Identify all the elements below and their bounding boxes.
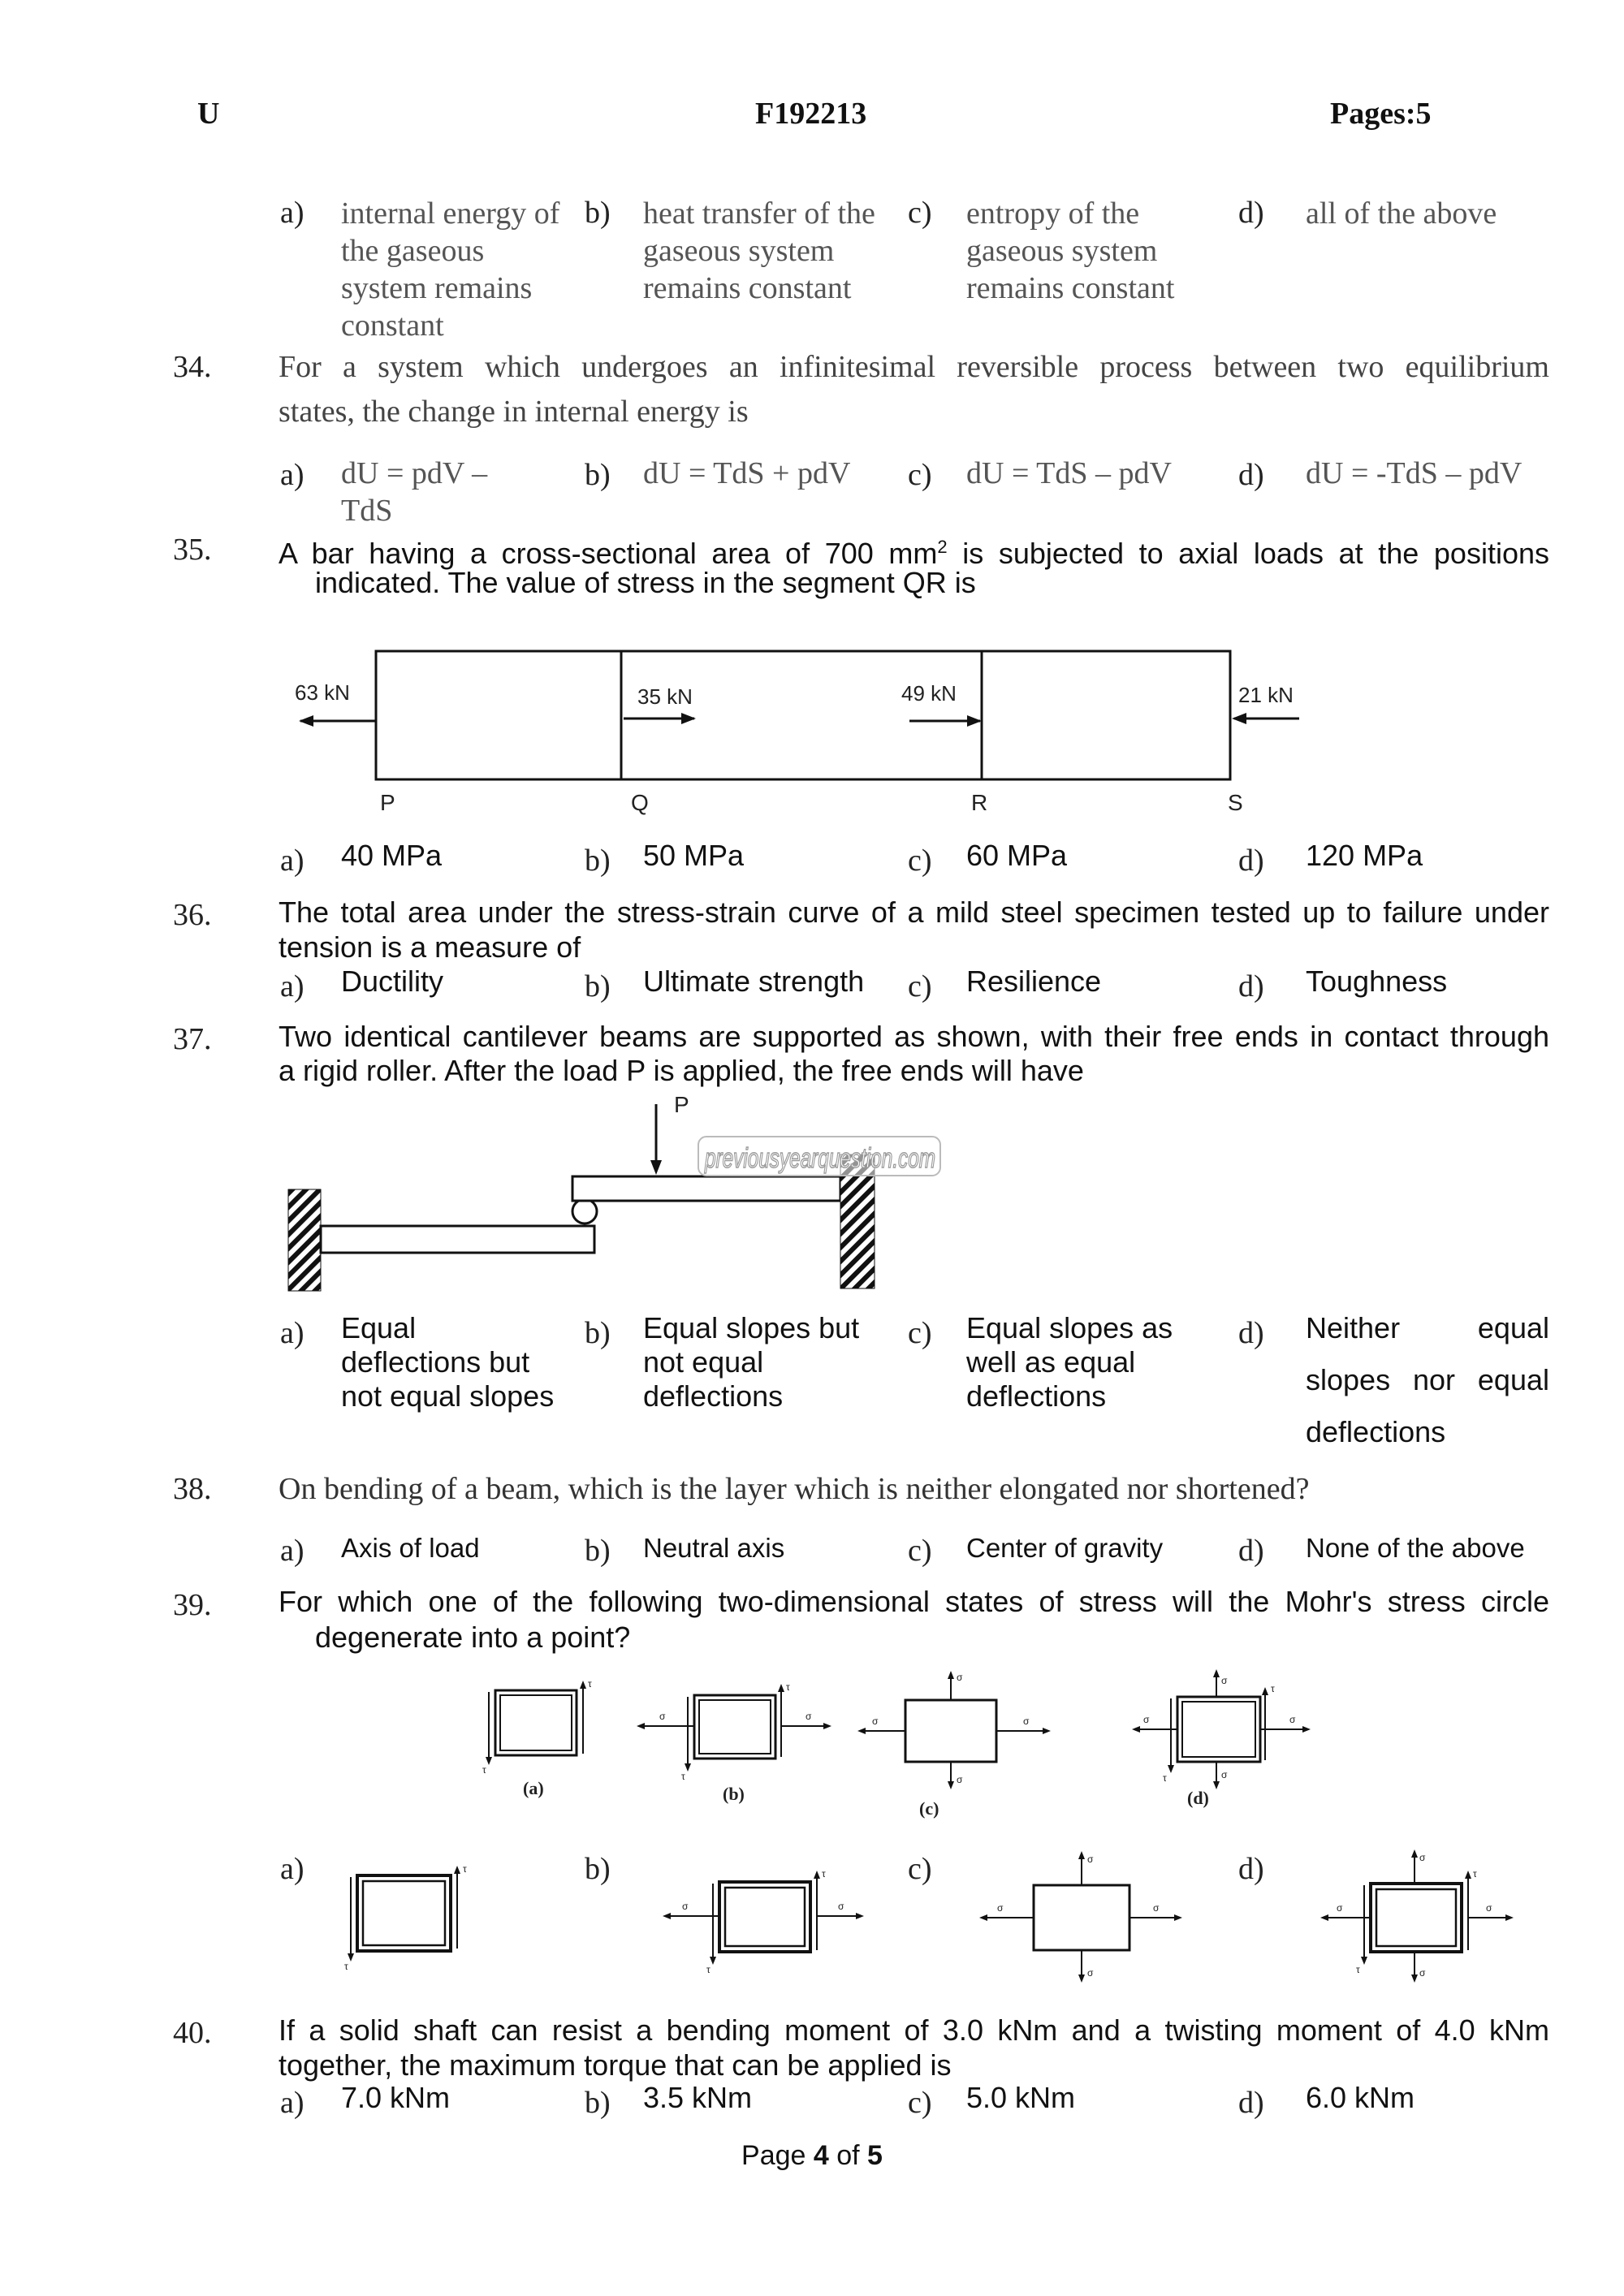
q36-number: 36. — [173, 898, 212, 932]
q33-option-b-label: b) — [585, 196, 611, 230]
left-fixed-support — [288, 1189, 321, 1291]
q38-number: 38. — [173, 1472, 212, 1506]
load-label-21kn: 21 kN — [1238, 683, 1294, 707]
figure-label-d: (d) — [1187, 1788, 1209, 1808]
q37-number: 37. — [173, 1022, 212, 1056]
q39-number: 39. — [173, 1588, 212, 1622]
svg-text:τ: τ — [463, 1863, 467, 1875]
q34-number: 34. — [173, 350, 212, 384]
point-label-s: S — [1228, 790, 1243, 815]
option-c-biaxial-element[interactable] — [979, 1851, 1182, 1983]
q35-text-pre: A bar having a cross-sectional area of 700 mm — [279, 537, 938, 570]
svg-text:τ: τ — [482, 1764, 486, 1776]
svg-text:σ: σ — [1486, 1902, 1492, 1914]
q33-option-b[interactable]: heat transfer of the gaseous system remains constant — [643, 196, 875, 305]
q37-option-b-label: b) — [585, 1316, 611, 1350]
bar-outline — [376, 651, 1230, 779]
q33-option-d[interactable]: all of the above — [1306, 196, 1497, 231]
q38-option-c[interactable]: Center of gravity — [966, 1533, 1164, 1563]
q37-option-a-label: a) — [280, 1316, 304, 1350]
q34-option-a-label: a) — [280, 458, 304, 492]
load-arrow-21kn — [1232, 713, 1299, 724]
q35-option-d-label: d) — [1238, 844, 1264, 878]
q34-option-a[interactable]: dU = pdV – TdS — [341, 456, 488, 528]
q39-text-line2: degenerate into a point? — [315, 1621, 631, 1654]
q40-option-d-label: d) — [1238, 2086, 1264, 2120]
svg-text:σ: σ — [806, 1711, 812, 1722]
figure-label-c: (c) — [919, 1798, 939, 1819]
point-label-p: P — [380, 790, 395, 815]
q35-option-c[interactable]: 60 MPa — [966, 839, 1068, 872]
svg-text:τ: τ — [681, 1771, 685, 1782]
svg-text:σ: σ — [1153, 1902, 1160, 1914]
q34-option-d-label: d) — [1238, 458, 1264, 492]
point-label-q: Q — [631, 790, 649, 815]
load-arrow-63kn — [299, 715, 376, 727]
q39-option-b-label[interactable]: b) — [585, 1852, 611, 1886]
svg-text:σ: σ — [957, 1672, 963, 1683]
q38-text: On bending of a beam, which is the layer which is neither elongated nor shortened? — [279, 1472, 1310, 1506]
q34-option-b-label: b) — [585, 458, 611, 492]
figure-d-combined-element — [1132, 1669, 1311, 1789]
q40-option-c[interactable]: 5.0 kNm — [966, 2081, 1076, 2114]
q35-option-d[interactable]: 120 MPa — [1306, 839, 1423, 872]
q35-bar-diagram — [276, 633, 1332, 828]
q38-option-d-label: d) — [1238, 1534, 1264, 1568]
svg-text:σ: σ — [838, 1901, 844, 1912]
q33-option-a-label: a) — [280, 196, 304, 230]
q36-option-a-label: a) — [280, 969, 304, 1003]
q37-option-d-line1[interactable]: Neither equal — [1306, 1311, 1549, 1344]
q40-text-line1: If a solid shaft can resist a bending moment of 3.0 kNm and a twisting moment of 4.0 kNm — [279, 2013, 1549, 2047]
q34-option-c[interactable]: dU = TdS – pdV — [966, 456, 1172, 490]
svg-text:σ: σ — [1087, 1967, 1094, 1979]
footer-total-pages: 5 — [867, 2140, 883, 2171]
q40-text-line2: together, the maximum torque that can be applied is — [279, 2048, 952, 2082]
q35-number: 35. — [173, 533, 212, 567]
q34-text-line2: states, the change in internal energy is — [279, 395, 749, 429]
svg-text:σ: σ — [1419, 1852, 1426, 1863]
header-pages: Pages:5 — [1330, 97, 1432, 131]
q39-option-figures — [341, 1843, 1559, 1997]
point-label-r: R — [971, 790, 988, 815]
svg-text:σ: σ — [1023, 1716, 1030, 1727]
q37-text-line2: a rigid roller. After the load P is applied, the free ends will have — [279, 1054, 1084, 1087]
load-label-49kn: 49 kN — [901, 681, 957, 706]
q38-option-b-label: b) — [585, 1534, 611, 1568]
svg-text:τ: τ — [786, 1681, 790, 1693]
q36-option-b-label: b) — [585, 969, 611, 1003]
option-b-shear-normal-element[interactable] — [663, 1868, 864, 1975]
q35-option-c-label: c) — [908, 844, 932, 878]
footer-mid: of — [828, 2140, 868, 2171]
q39-option-c-label[interactable]: c) — [908, 1852, 932, 1886]
q38-option-c-label: c) — [908, 1534, 932, 1568]
option-a-shear-element[interactable] — [344, 1863, 467, 1972]
load-label-63kn: 63 kN — [295, 680, 350, 705]
svg-text:σ: σ — [659, 1711, 666, 1722]
load-label-35kn: 35 kN — [637, 684, 693, 709]
svg-text:σ: σ — [957, 1774, 963, 1785]
svg-text:τ: τ — [344, 1961, 348, 1972]
q36-option-d-label: d) — [1238, 969, 1264, 1003]
q37-option-d-label: d) — [1238, 1316, 1264, 1350]
q35-option-a-label: a) — [280, 844, 304, 878]
q35-option-b[interactable]: 50 MPa — [643, 839, 745, 872]
q38-option-b[interactable]: Neutral axis — [643, 1533, 785, 1563]
q38-option-a[interactable]: Axis of load — [341, 1533, 480, 1563]
q39-stress-figures — [479, 1672, 1340, 1827]
svg-text:σ: σ — [1221, 1675, 1228, 1686]
q39-option-a-label[interactable]: a) — [280, 1852, 304, 1886]
q38-option-a-label: a) — [280, 1534, 304, 1568]
rigid-roller — [572, 1199, 597, 1224]
q34-option-c-label: c) — [908, 458, 932, 492]
svg-text:σ: σ — [872, 1716, 879, 1727]
q37-option-c[interactable]: Equal slopes as well as equal deflections — [966, 1311, 1173, 1413]
figure-a-shear-element — [482, 1678, 592, 1776]
q37-option-d-line3[interactable]: deflections — [1306, 1415, 1446, 1448]
header-series: U — [197, 97, 220, 131]
q34-text-line1: For a system which undergoes an infinitesimal reversible process between two equilibrium — [279, 350, 1549, 384]
q39-option-d-label[interactable]: d) — [1238, 1852, 1264, 1886]
svg-text:σ: σ — [1337, 1902, 1343, 1914]
q35-option-b-label: b) — [585, 844, 611, 878]
q34-option-d[interactable]: dU = -TdS – pdV — [1306, 456, 1522, 490]
q40-option-a-label: a) — [280, 2086, 304, 2120]
svg-text:τ: τ — [1271, 1683, 1275, 1694]
svg-text:τ: τ — [588, 1678, 592, 1690]
q36-text-line1: The total area under the stress-strain curve of a mild steel specimen tested up to failure under — [279, 896, 1549, 929]
q33-option-c-label: c) — [908, 196, 932, 230]
svg-text:τ: τ — [1473, 1868, 1477, 1880]
svg-text:σ: σ — [1221, 1769, 1228, 1780]
page-footer — [0, 2140, 1624, 2172]
q40-option-b[interactable]: 3.5 kNm — [643, 2081, 753, 2114]
footer-prefix: Page — [741, 2140, 814, 2171]
q40-option-c-label: c) — [908, 2086, 932, 2120]
q37-cantilever-diagram — [276, 1092, 974, 1295]
upper-cantilever-beam — [572, 1176, 840, 1201]
svg-text:τ: τ — [1356, 1964, 1360, 1975]
load-label-p: P — [674, 1092, 689, 1117]
q35-text-line2: indicated. The value of stress in the segment QR is — [315, 566, 976, 599]
svg-text:σ: σ — [1289, 1714, 1296, 1725]
q33-option-c[interactable]: entropy of the gaseous system remains constant — [966, 196, 1175, 305]
q36-option-a[interactable]: Ductility — [341, 965, 444, 998]
svg-text:σ: σ — [1419, 1967, 1426, 1979]
load-arrow-35kn — [624, 713, 696, 724]
load-arrow-49kn — [909, 715, 982, 727]
q40-option-b-label: b) — [585, 2086, 611, 2120]
q34-option-b[interactable]: dU = TdS + pdV — [643, 456, 851, 490]
q40-option-d[interactable]: 6.0 kNm — [1306, 2081, 1415, 2114]
figure-label-b: (b) — [723, 1784, 745, 1804]
q35-option-a[interactable]: 40 MPa — [341, 839, 443, 872]
q35-text-post: is subjected to axial loads at the positions — [947, 537, 1549, 570]
svg-text:τ: τ — [706, 1964, 710, 1975]
svg-text:τ: τ — [822, 1868, 826, 1880]
q33-option-d-label: d) — [1238, 196, 1264, 230]
q37-text-line1: Two identical cantilever beams are supported as shown, with their free ends in contact through — [279, 1020, 1549, 1053]
q40-number: 40. — [173, 2016, 212, 2050]
svg-text:σ: σ — [682, 1901, 689, 1912]
q36-option-c-label: c) — [908, 969, 932, 1003]
q37-option-d-line2[interactable]: slopes nor equal — [1306, 1363, 1549, 1396]
footer-current-page: 4 — [813, 2140, 829, 2171]
lower-cantilever-beam — [321, 1226, 594, 1253]
q36-text-line2: tension is a measure of — [279, 930, 581, 964]
q36-option-b[interactable]: Ultimate strength — [643, 965, 865, 998]
q36-option-c[interactable]: Resilience — [966, 965, 1102, 998]
svg-text:σ: σ — [1087, 1854, 1094, 1865]
svg-text:σ: σ — [1143, 1714, 1150, 1725]
q37-option-c-label: c) — [908, 1316, 932, 1350]
q38-option-d[interactable]: None of the above — [1306, 1533, 1525, 1563]
option-d-combined-element[interactable] — [1320, 1849, 1514, 1983]
svg-text:τ: τ — [1163, 1772, 1167, 1784]
q37-option-a[interactable]: Equal deflections but not equal slopes — [341, 1311, 555, 1413]
q40-option-a[interactable]: 7.0 kNm — [341, 2081, 451, 2114]
figure-label-a: (a) — [523, 1778, 544, 1798]
svg-text:σ: σ — [997, 1902, 1004, 1914]
watermark-text: previousyearquestion.com — [704, 1143, 935, 1174]
header-code: F192213 — [755, 97, 867, 131]
q39-text-line1: For which one of the following two-dimensional states of stress will the Mohr's stress circle — [279, 1585, 1549, 1618]
q36-option-d[interactable]: Toughness — [1306, 965, 1448, 998]
q35-text-sup: 2 — [937, 537, 948, 557]
q33-option-a[interactable]: internal energy of the gaseous system remains constant — [341, 196, 560, 343]
load-arrow-p — [650, 1104, 662, 1175]
q37-option-b[interactable]: Equal slopes but not equal deflections — [643, 1311, 860, 1413]
q35-text-line1 — [279, 530, 1549, 571]
figure-b-shear-normal-element — [637, 1681, 831, 1782]
figure-c-biaxial-element — [857, 1671, 1051, 1789]
